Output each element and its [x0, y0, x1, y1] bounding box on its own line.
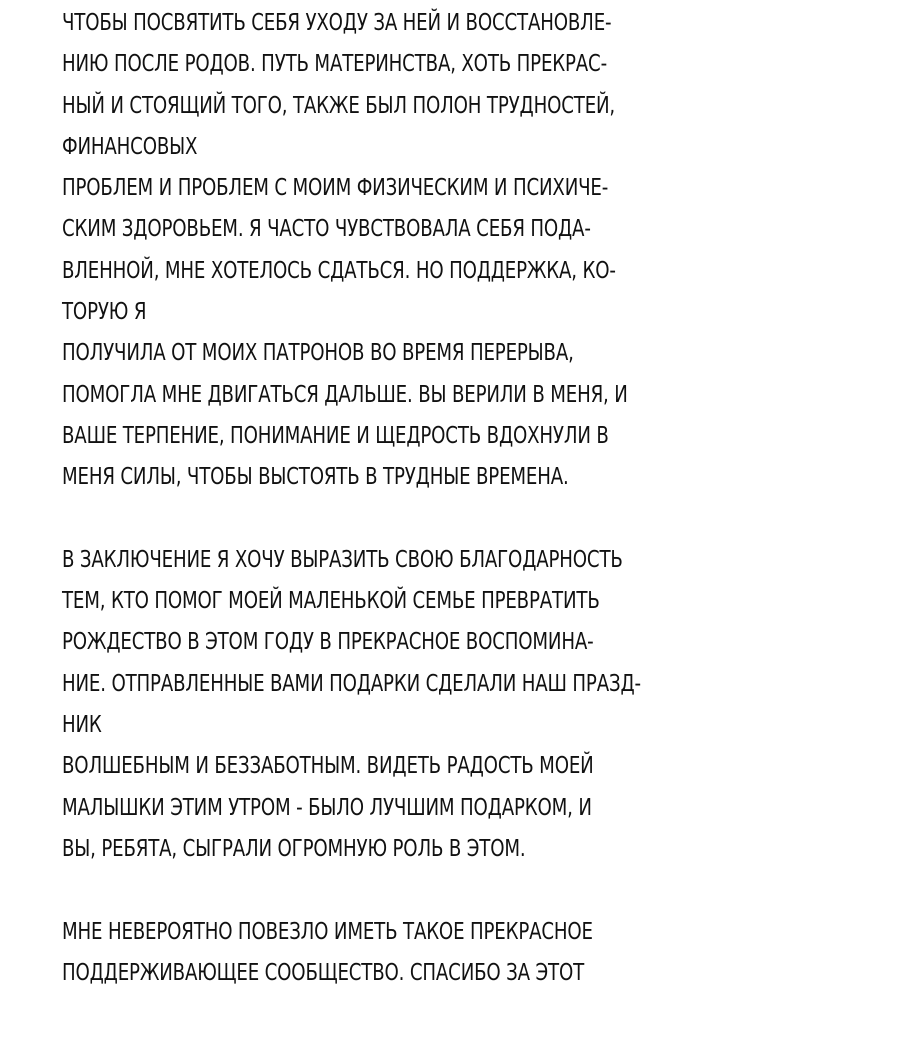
text-line: ВАШЕ ТЕРПЕНИЕ, ПОНИМАНИЕ И ЩЕДРОСТЬ ВДОХНУЛИ В [62, 420, 609, 449]
text-line: НИК [62, 710, 102, 739]
text-line: ПОМОГЛА МНЕ ДВИГАТЬСЯ ДАЛЬШЕ. ВЫ ВЕРИЛИ В МЕНЯ, И [62, 379, 628, 408]
paragraph-2 [62, 539, 862, 869]
text-line: ВЫ, РЕБЯТА, СЫГРАЛИ ОГРОМНУЮ РОЛЬ В ЭТОМ. [62, 833, 526, 862]
paragraph-1 [62, 2, 862, 498]
text-line: НИЕ. ОТПРАВЛЕННЫЕ ВАМИ ПОДАРКИ СДЕЛАЛИ НАШ ПРАЗД- [62, 668, 641, 697]
text-line: СКИМ ЗДОРОВЬЕМ. Я ЧАСТО ЧУВСТВОВАЛА СЕБЯ ПОДА- [62, 214, 591, 243]
text-line: ТОРУЮ Я [62, 297, 147, 326]
text-line: ПОЛУЧИЛА ОТ МОИХ ПАТРОНОВ ВО ВРЕМЯ ПЕРЕРЫВА, [62, 338, 574, 367]
text-line: РОЖДЕСТВО В ЭТОМ ГОДУ В ПРЕКРАСНОЕ ВОСПОМИНА- [62, 627, 594, 656]
text-line: ТЕМ, КТО ПОМОГ МОЕЙ МАЛЕНЬКОЙ СЕМЬЕ ПРЕВРАТИТЬ [62, 586, 600, 615]
text-line: ПРОБЛЕМ И ПРОБЛЕМ С МОИМ ФИЗИЧЕСКИМ И ПСИХИЧЕ- [62, 173, 609, 202]
text-line: В ЗАКЛЮЧЕНИЕ Я ХОЧУ ВЫРАЗИТЬ СВОЮ БЛАГОДАРНОСТЬ [62, 544, 623, 573]
text-line: ВОЛШЕБНЫМ И БЕЗЗАБОТНЫМ. ВИДЕТЬ РАДОСТЬ МОЕЙ [62, 751, 594, 780]
paragraph-spacer [62, 869, 862, 910]
paragraph-3 [62, 911, 862, 994]
text-line: ЧТОБЫ ПОСВЯТИТЬ СЕБЯ УХОДУ ЗА НЕЙ И ВОССТАНОВЛЕ- [62, 8, 612, 36]
text-line: МНЕ НЕВЕРОЯТНО ПОВЕЗЛО ИМЕТЬ ТАКОЕ ПРЕКРАСНОЕ [62, 916, 593, 945]
text-line: ФИНАНСОВЫХ [62, 131, 198, 160]
text-line: НИЮ ПОСЛЕ РОДОВ. ПУТЬ МАТЕРИНСТВА, ХОТЬ ПРЕКРАС- [62, 49, 607, 78]
text-line: НЫЙ И СТОЯЩИЙ ТОГО, ТАКЖЕ БЫЛ ПОЛОН ТРУДНОСТЕЙ, [62, 90, 616, 119]
letter-text [62, 2, 862, 993]
text-line: МЕНЯ СИЛЫ, ЧТОБЫ ВЫСТОЯТЬ В ТРУДНЫЕ ВРЕМЕНА. [62, 462, 569, 491]
paragraph-spacer [62, 498, 862, 539]
text-line: МАЛЫШКИ ЭТИМ УТРОМ - БЫЛО ЛУЧШИМ ПОДАРКОМ, И [62, 792, 592, 821]
text-line: ВЛЕННОЙ, МНЕ ХОТЕЛОСЬ СДАТЬСЯ. НО ПОДДЕРЖКА, КО- [62, 255, 616, 284]
text-line: ПОДДЕРЖИВАЮЩЕЕ СООБЩЕСТВО. СПАСИБО ЗА ЭТОТ [62, 957, 585, 986]
